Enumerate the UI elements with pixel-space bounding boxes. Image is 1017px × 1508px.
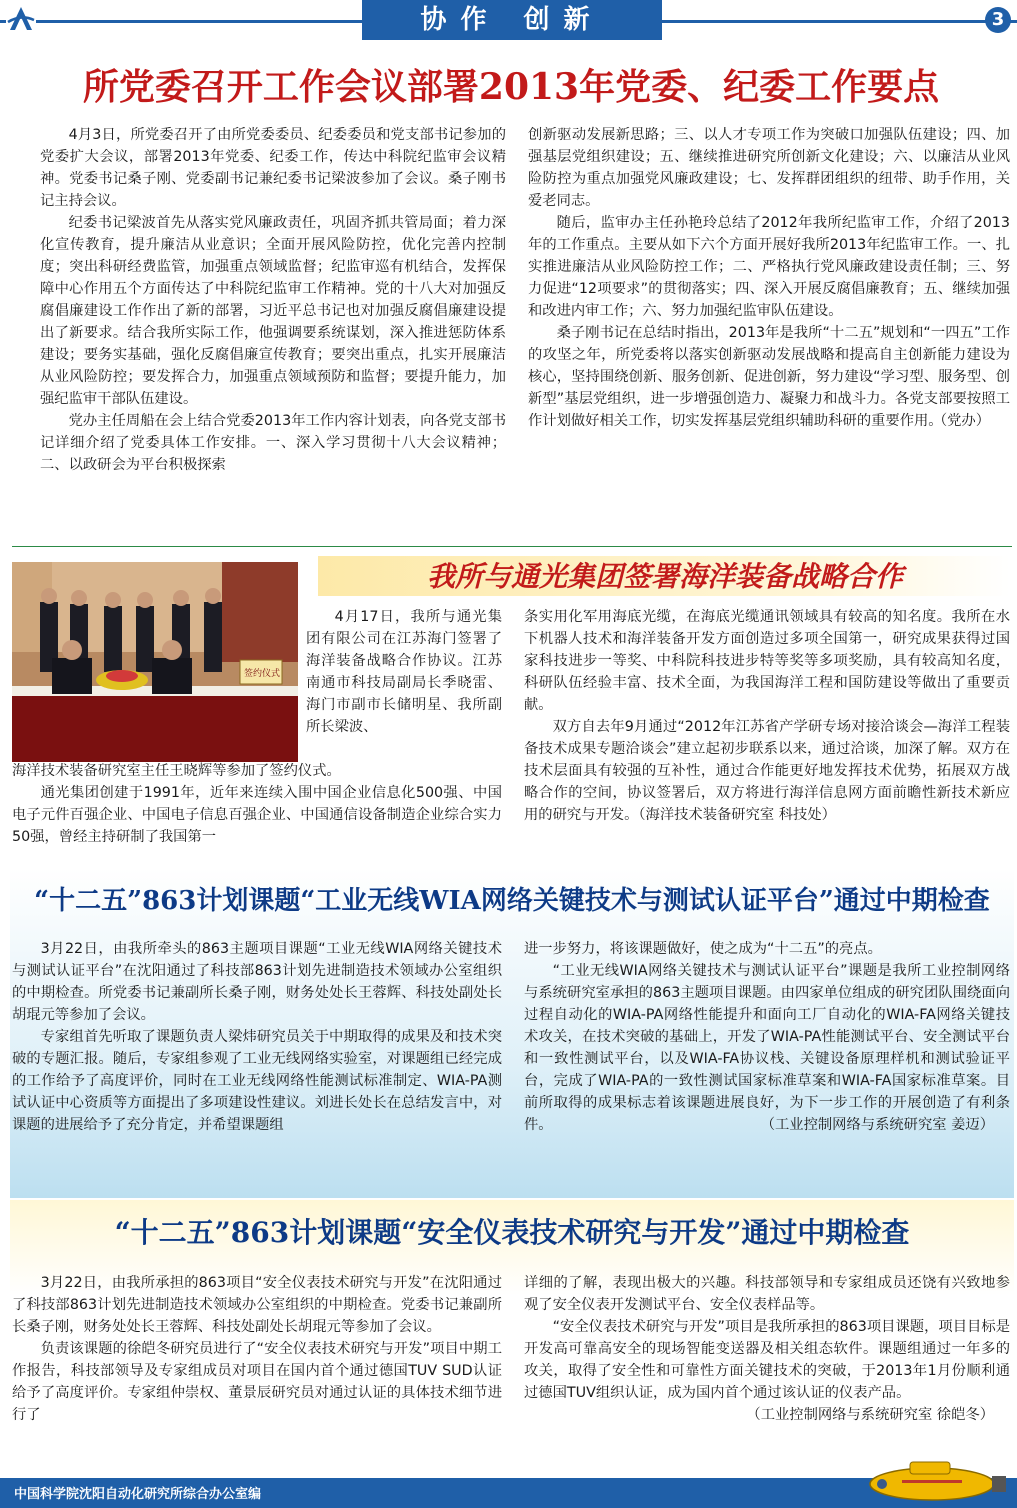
article3-signature: （工业控制网络与系统研究室 姜迈） — [760, 1117, 994, 1133]
footer-text: 中国科学院沈阳自动化研究所综合办公室编 — [14, 1487, 262, 1502]
article1-paragraph: 桑子刚书记在总结时指出，2013年是我所“十二五”规划和“一四五”工作的攻坚之年，所党委将以落实创新驱动发展战略和提高自主创新能力建设为核心，坚持围绕创新、服务创新、促进创新，努力建设“学习型、服务型、创新型”基层党组织，进一步增强创造力、凝聚力和战斗力。各党支部要按照工作计划做好相关工作，切实发挥基层党组织辅助科研的重要作用。 — [528, 325, 1010, 429]
article2-paragraph: 双方自去年9月通过“2012年江苏省产学研专场对接洽谈会—海洋工程装备技术成果专题洽谈会”建立起初步联系以来，通过洽谈，加深了解。双方在技术层面具有较强的互补性，通过合作能更好地发挥技术优势，拓展双方战略合作的空间，协议签署后，双方将进行海洋信息网方面前瞻性新技术新应用的研究与开发。（海洋技术装备研究室 科技处） — [524, 719, 1010, 823]
signing-ceremony-photo — [12, 562, 298, 762]
article1-title: 所党委召开工作会议部署2013年党委、纪委工作要点 — [82, 66, 940, 108]
article1-paragraph: 4月3日，所党委召开了由所党委委员、纪委委员和党支部书记参加的党委扩大会议，部署2013年党委、纪委工作，传达中科院纪监审会议精神。党委书记桑子刚、党委副书记兼纪委书记梁波参加了会议。桑子刚书记主持会议。 — [40, 127, 506, 209]
submersible-icon — [862, 1454, 1012, 1504]
article1-signature: （党办） — [932, 413, 990, 429]
article3-title: “十二五”863计划课题“工业无线WIA网络关键技术与测试认证平台”通过中期检查 — [34, 886, 990, 916]
article4-paragraph: 负责该课题的徐皑冬研究员进行了“安全仪表技术研究与开发”项目中期工作报告，科技部领导及专家组成员对项目在国内首个通过德国TUV SUD认证给予了高度评价。专家组仲崇权、董景辰研究员对通过认证的具体技术细节进行了 — [12, 1341, 502, 1423]
article3-left-column — [12, 938, 502, 1136]
article4-title: “十二五”863计划课题“安全仪表技术研究与开发”通过中期检查 — [114, 1216, 910, 1249]
article2-paragraph: 条实用化军用海底光缆，在海底光缆通讯领域具有较高的知名度。我所在水下机器人技术和海洋装备开发方面创造过多项全国第一，研究成果获得过国家科技进步一等奖、中科院科技进步特等奖等多项奖励，具有较高知名度，科研队伍经验丰富、技术全面，为我国海洋工程和国防建设等做出了重要贡献。 — [524, 609, 1010, 713]
article1-paragraph: 纪委书记梁波首先从落实党风廉政责任，巩固齐抓共管局面；着力深化宣传教育，提升廉洁从业意识；全面开展风险防控，优化完善内控制度；突出科研经费监管，加强重点领域监督；纪监审巡有机结合，发挥保障中心作用五个方面传达了中科院纪监审工作精神。党的十八大对加强反腐倡廉建设工作作出了新的部署，习近平总书记也对加强反腐倡廉建设提出了新要求。结合我所实际工作，他强调要系统谋划，深入推进惩防体系建设；要务实基础，强化反腐倡廉宣传教育；要突出重点，扎实开展廉洁从业风险防控；要发挥合力，加强重点领域预防和监督；要提升能力，加强纪监审干部队伍建设。 — [40, 215, 506, 407]
article2-title: 我所与通光集团签署海洋装备战略合作 — [426, 560, 903, 593]
article3-paragraph: 进一步努力，将该课题做好，使之成为“十二五”的亮点。 — [524, 941, 882, 957]
article4-paragraph: “安全仪表技术研究与开发”项目是我所承担的863项目课题，项目目标是开发高可靠高安全的现场智能变送器及相关组态软件。课题组通过一年多的攻关，取得了安全性和可靠性方面关键技术的突破，于2013年1月份顺利通过德国TUV组织认证，成为国内首个通过该认证的仪表产品。 — [524, 1319, 1010, 1401]
article1-paragraph: 创新驱动发展新思路；三、以人才专项工作为突破口加强队伍建设；四、加强基层党组织建设；五、继续推进研究所创新文化建设；六、以廉洁从业风险防控为重点加强党风廉政建设；七、发挥群团组织的纽带、助手作用，关爱老同志。 — [528, 127, 1010, 209]
page-number: 3 — [985, 7, 1011, 33]
article3-paragraph: 专家组首先听取了课题负责人梁炜研究员关于中期取得的成果及和技术突破的专题汇报。随后，专家组参观了工业无线网络实验室，对课题组已经完成的工作给予了高度评价，同时在工业无线网络性能测试标准制定、WIA-PA测试认证中心资质等方面提出了多项建设性建议。刘进长处长在总结发言中，对课题的进展给予了充分肯定，并希望课题组 — [12, 1029, 502, 1133]
article1-paragraph: 党办主任周船在会上结合党委2013年工作内容计划表，向各党支部书记详细介绍了党委具体工作安排。一、深入学习贯彻十八大会议精神；二、以政研会为平台积极探索 — [40, 413, 506, 473]
section-title: 协作 创新 — [362, 0, 662, 40]
article4-left-column — [12, 1272, 502, 1426]
article4-paragraph: 详细的了解，表现出极大的兴趣。科技部领导和专家组成员还饶有兴致地参观了安全仪表开发测试平台、安全仪表样品等。 — [524, 1275, 1010, 1313]
article-divider — [12, 546, 1012, 547]
article4-right-column — [524, 1272, 1010, 1426]
article1-paragraph: 随后，监审办主任孙艳玲总结了2012年我所纪监审工作，介绍了2013年的工作重点。主要从如下六个方面开展好我所2013年纪监审工作。一、扎实推进廉洁从业风险防控工作；二、严格执行党风廉政建设责任制；三、努力促进“12项要求”的贯彻落实；四、深入开展反腐倡廉教育；五、继续加强和改进内审工作；六、努力加强纪监审队伍建设。 — [528, 215, 1010, 319]
article1-right-column — [528, 124, 1010, 432]
article3-right-column — [524, 938, 1010, 1136]
article2-paragraph: 通光集团创建于1991年，近年来连续入围中国企业信息化500强、中国电子元件百强企业、中国电子信息百强企业、中国通信设备制造企业综合实力50强，曾经主持研制了我国第一 — [12, 785, 502, 845]
photo-nameplate: 签约仪式 — [244, 669, 281, 679]
article4-signature: （工业控制网络与系统研究室 徐皑冬） — [746, 1407, 994, 1423]
article4-paragraph: 3月22日，由我所承担的863项目“安全仪表技术研究与开发”在沈阳通过了科技部863计划先进制造技术领域办公室组织的中期检查。党委书记兼副所长桑子刚，财务处处长王蓉辉、科技处副处长胡琨元等参加了会议。 — [12, 1275, 502, 1335]
article3-paragraph: 3月22日，由我所牵头的863主题项目课题“工业无线WIA网络关键技术与测试认证平台”在沈阳通过了科技部863计划先进制造技术领域办公室组织的中期检查。所党委书记兼副所长桑子刚，财务处处长王蓉辉、科技处副处长胡琨元等参加了会议。 — [12, 941, 502, 1023]
article2-left-column — [12, 760, 502, 848]
article2-intro-column — [306, 606, 502, 738]
article3-paragraph: “工业无线WIA网络关键技术与测试认证平台”课题是我所工业控制网络与系统研究室承担的863主题项目课题。由四家单位组成的研究团队围绕面向过程自动化的WIA-PA网络性能提升和面向工厂自动化的WIA-FA网络关键技术攻关，在技术突破的基础上，开发了WIA-PA性能测试平台、安全测试平台和一致性测试平台，以及WIA-FA协议栈、关键设备原理样机和测试验证平台，完成了WIA-PA的一致性测试国家标准草案和WIA-FA国家标准草案。目前所取得的成果标志着该课题进展良好，为下一步工作的开展创造了有利条件。 — [524, 963, 1010, 1133]
article1-left-column — [40, 124, 506, 476]
institute-logo-icon — [6, 4, 36, 34]
article2-right-column — [524, 606, 1010, 826]
article2-paragraph: 4月17日，我所与通光集团有限公司在江苏海门签署了海洋装备战略合作协议。江苏南通市科技局副局长季晓雷、海门市副市长储明星、我所副所长梁波、 — [306, 609, 502, 735]
article2-paragraph: 海洋技术装备研究室主任王晓辉等参加了签约仪式。 — [12, 763, 341, 779]
